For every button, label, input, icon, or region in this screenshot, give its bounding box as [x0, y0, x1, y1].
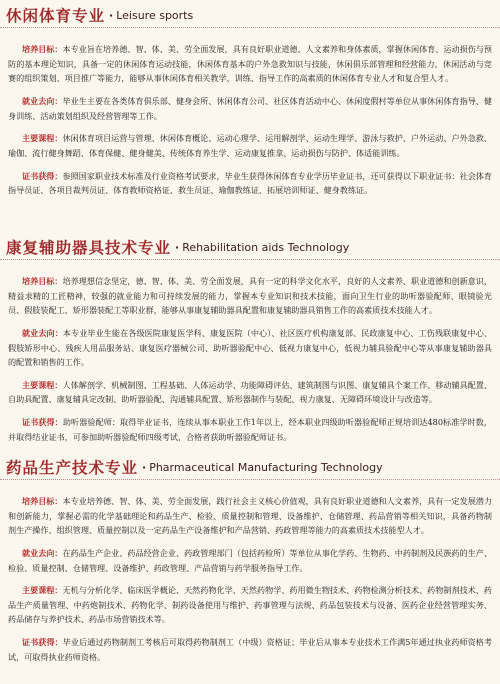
row-label: 证书获得： — [22, 417, 63, 428]
section-title-en — [142, 457, 383, 479]
row-label: 就业去向： — [22, 327, 63, 338]
section-body — [0, 480, 500, 664]
row-text: 本专业培养德、智、体、美、劳全面发展，践行社会主义核心价值观，具有良好职业道德和人文素养，具有一定发展潜力和创新能力，掌握必需的化学基础理论和药品生产、检验、质量控制和管理、设备维护、仓储管理、药品营销等相关知识，具备药物制剂生产操作、组织管理、质量控制以及一定药品生产设备维护和产品营销、药政管理等能力的高素质技术技能型人才。 — [8, 496, 492, 536]
row-label: 培养目标： — [22, 44, 63, 55]
employment-row — [8, 326, 492, 370]
section-body — [0, 260, 500, 444]
row-text: 参照国家职业技术标准及行业资格考试要求，毕业生获得休闲体育专业学历毕业证书，还可获得以下职业证书：社会体育指导员证、各项目裁判员证、体育教师资格证、救生员证、瑜伽教练证、拓展培训师证、健身教练证。 — [8, 170, 492, 196]
section-header — [0, 452, 500, 480]
courses-row — [8, 583, 492, 627]
row-label: 证书获得： — [22, 170, 63, 181]
row-label: 主要课程： — [22, 133, 63, 144]
section-rehabilitation-aids — [0, 232, 500, 446]
row-label: 主要课程： — [22, 379, 63, 390]
certificates-row — [8, 415, 492, 444]
bullet-dot-icon: · — [109, 9, 114, 22]
row-label: 培养目标： — [22, 276, 63, 287]
courses-row — [8, 131, 492, 160]
row-text: 毕业后通过药物制剂工考核后可取得药物制剂工（中级）资格证；毕业后从事本专业技术工作满5年通过执业药师资格考试，可取得执业药师资格。 — [8, 637, 492, 662]
section-title-cn: 休闲体育专业 — [6, 7, 106, 25]
employment-row — [8, 546, 492, 575]
row-text: 助听器验配师：取得毕业证书，连续从事本职业工作1年以上，经本职业四级助听器验配师正规培训达480标准学时数，并取得结业证书，可参加助听器验配师四级考试，合格者获助听器验配师证书。 — [8, 417, 492, 442]
row-label: 就业去向： — [22, 95, 63, 106]
row-label: 就业去向： — [22, 547, 63, 558]
section-leisure-sports — [0, 0, 500, 200]
section-body — [0, 28, 500, 198]
section-title-cn: 药品生产技术专业 — [6, 459, 139, 477]
row-text: 无机与分析化学、临床医学概论、天然药物化学、天然药物学、药用微生物技术、药物检测分析技术、药物制剂技术、药品生产质量管理、中药炮制技术、药物化学、制药设备使用与维护、药事管理与法规、药品包装技术与设备、医药企业经营管理实务、药品储存与养护技术、药品市场营销技术等。 — [8, 585, 492, 625]
section-title-en — [109, 5, 193, 27]
section-title-en-text: Rehabilitation aids Technology — [182, 241, 350, 254]
certificates-row — [8, 635, 492, 664]
section-header — [0, 232, 500, 260]
row-text: 本专业毕业生能在各级医院康复医学科、康复医院（中心）、社区医疗机构康复部、民政康复中心、工伤残联康复中心、假肢矫形中心、残疾人用品服务站、康复医疗器械公司、助听器验配中心、低视力康复中心，低视力辅具验配中心等从事康复辅助器具的配置和销售的工作。 — [8, 327, 492, 368]
row-text: 休闲体育项目运营与管理、休闲体育概论、运动心理学、运用解剖学、运动生理学、游泳与救护、户外运动、户外急救、瑜伽、流行健身舞蹈、体育保健、健身健美、传统体育养生学、运动康复推拿、运动损伤与防护、体适能训练。 — [8, 133, 492, 158]
row-text: 培养理想信念坚定，德、智、体、美、劳全面发展，具有一定的科学文化水平，良好的人文素养、职业道德和创新意识，精益求精的工匠精神，较强的就业能力和可持续发展的能力，掌握本专业知识和技术技能，面向卫生行业的助听器验配师、眼镜验光员、假肢装配工、矫形器装配工等职业群，能够从事康复辅助器具配置和康复辅助器具销售工作的高素质技术技能人才。 — [8, 276, 492, 316]
section-pharmaceutical-manufacturing — [0, 452, 500, 666]
training-goal-row — [8, 274, 492, 318]
row-text: 人体解剖学、机械制图、工程基础、人体运动学、功能障碍评估、建筑制图与识图、康复辅具个案工作、移动辅具配置、自助具配置、康复辅具定改制、助听器验配、沟通辅具配置、矫形器制作与装配、视力康复、无障碍环境设计与改造等。 — [8, 379, 492, 405]
bullet-dot-icon: · — [175, 241, 180, 254]
row-label: 证书获得： — [22, 637, 63, 648]
section-title-cn: 康复辅助器具技术专业 — [6, 239, 172, 257]
row-text: 本专业旨在培养德、智、体、美、劳全面发展，具有良好职业道德、人文素养和身体素质，掌握休闲体育、运动损伤与预防的基本理论知识，具备一定的休闲体育运动技能，休闲体育基本的户外急救知识与技能，休闲俱乐部管理和经营能力，休闲活动与竞赛的组织策划、项目推广等能力，能够从事休闲体育相关教学、训练、指导工作的高素质的休闲体育专业人才和复合型人才。 — [8, 44, 492, 84]
row-label: 培养目标： — [22, 496, 63, 507]
certificates-row — [8, 169, 492, 198]
section-title-en-text: Leisure sports — [116, 9, 194, 22]
training-goal-row — [8, 494, 492, 538]
section-header — [0, 0, 500, 28]
section-title-en — [175, 237, 349, 259]
row-label: 主要课程： — [22, 585, 63, 596]
row-text: 毕业生主要在各类体育俱乐部、健身会所、休闲体育公司、社区体育活动中心、休闲度假村等单位从事休闲体育指导、健身训练、活动策划组织及经营管理等工作。 — [8, 95, 492, 121]
training-goal-row — [8, 42, 492, 86]
bullet-dot-icon: · — [142, 461, 147, 474]
row-text: 在药品生产企业、药品经营企业、药政管理部门（包括药检所）等单位从事化学药、生物药、中药制剂及民族药的生产、检验、质量控制、仓储管理、设备维护、药政管理、产品营销与药学服务指导工作。 — [8, 547, 492, 573]
employment-row — [8, 94, 492, 123]
courses-row — [8, 378, 492, 407]
section-title-en-text: Pharmaceutical Manufacturing Technology — [149, 461, 383, 474]
